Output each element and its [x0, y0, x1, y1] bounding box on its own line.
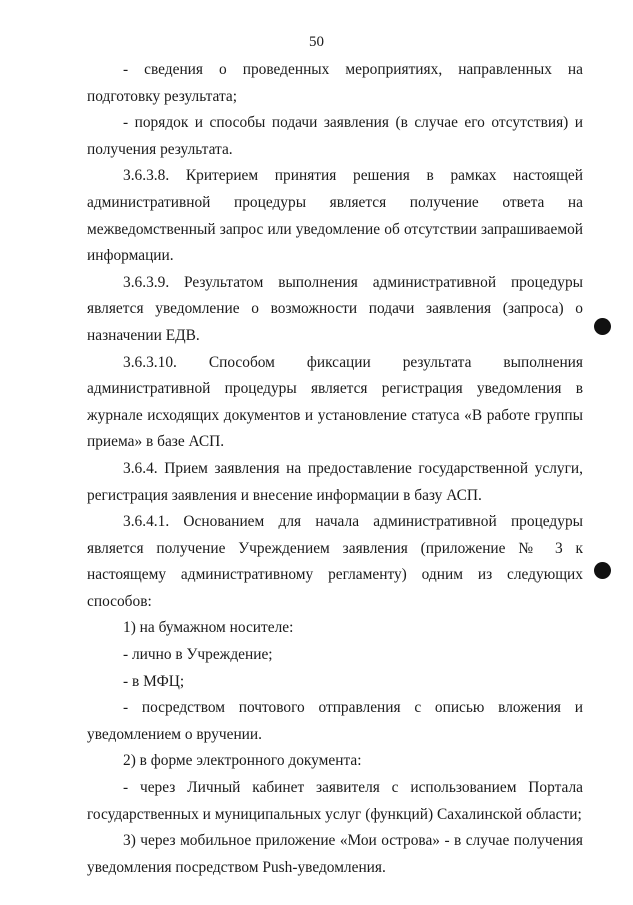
- paragraph: 3.6.3.8. Критерием принятия решения в рамках настоящей административной процедуры является получение ответа на межведомственный запрос или уведомление об отсутствии запрашиваемой информации.: [87, 167, 583, 265]
- paragraph: 3) через мобильное приложение «Мои острова» - в случае получения уведомления посредством Push-уведомления.: [87, 832, 583, 876]
- paragraph: - через Личный кабинет заявителя с использованием Портала государственных и муниципальных услуг (функций) Сахалинской области;: [87, 779, 583, 823]
- paragraph: - сведения о проведенных мероприятиях, направленных на подготовку результата;: [87, 61, 583, 105]
- paragraph: 3.6.4.1. Основанием для начала административной процедуры является получение Учреждением заявления (приложение № 3 к настоящему административному регламенту) одним из следующих способов:: [87, 513, 583, 610]
- paragraph: 1) на бумажном носителе:: [123, 619, 294, 637]
- paragraph: 3.6.4. Прием заявления на предоставление государственной услуги, регистрация заявления и внесение информации в базу АСП.: [87, 459, 583, 504]
- paragraph: - порядок и способы подачи заявления (в случае его отсутствия) и получения результата.: [87, 114, 583, 158]
- paragraph: - лично в Учреждение;: [123, 646, 273, 664]
- paragraph: 3.6.3.10. Способом фиксации результата выполнения административной процедуры является регистрация уведомления в журнале исходящих документов и установление статуса «В работе группы приема» в базе АСП.: [87, 353, 583, 451]
- document-body: [87, 57, 583, 881]
- punch-hole-mark: [594, 318, 611, 335]
- punch-hole-mark: [594, 562, 611, 579]
- paragraph: - в МФЦ;: [123, 672, 185, 690]
- page-number: 50: [309, 34, 324, 50]
- paragraph: 2) в форме электронного документа:: [123, 752, 362, 770]
- paragraph: 3.6.3.9. Результатом выполнения административной процедуры является уведомление о возможности подачи заявления (запроса) о назначении ЕДВ.: [87, 273, 583, 344]
- paragraph: - посредством почтового отправления с описью вложения и уведомлением о вручении.: [87, 699, 583, 743]
